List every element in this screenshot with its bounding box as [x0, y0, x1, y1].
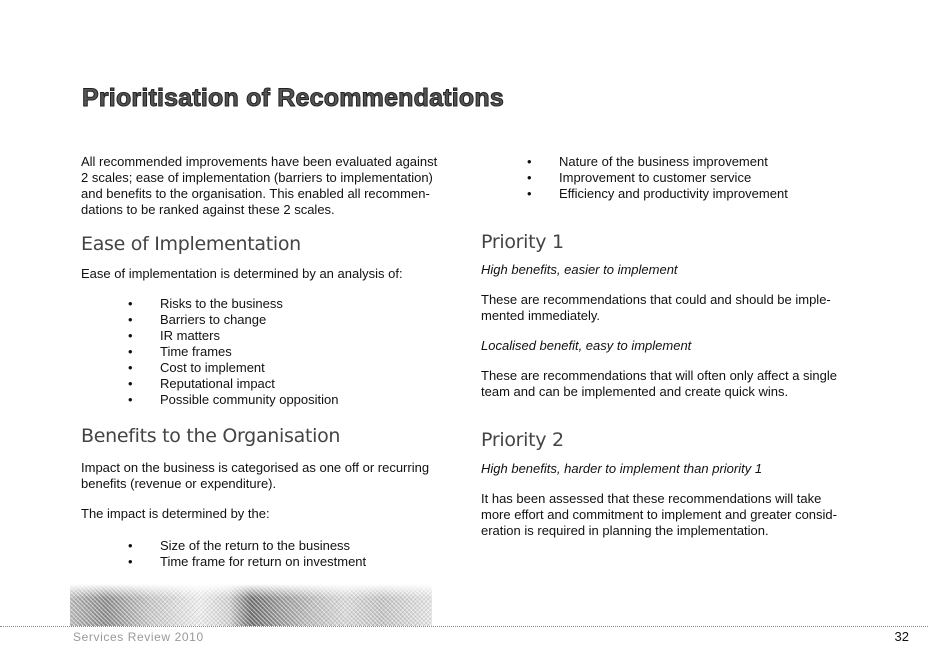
list-item: • Risks to the business — [81, 296, 451, 312]
text-line: benefits (revenue or expenditure). — [81, 476, 277, 491]
priority-2-paragraph — [481, 491, 861, 539]
page-title: Prioritisation of Recommendations — [82, 84, 504, 112]
list-item: • Time frame for return on investment — [81, 554, 451, 570]
priority-1-sub-text: High benefits, easier to implement — [481, 262, 678, 277]
list-item: • Time frames — [81, 344, 451, 360]
ease-factor-list — [81, 296, 451, 408]
text-line: These are recommendations that could and should be imple- — [481, 292, 831, 307]
text-line: It has been assessed that these recommendations will take — [481, 491, 822, 506]
list-item: • Cost to implement — [81, 360, 451, 376]
list-item: • Reputational impact — [81, 376, 451, 392]
list-item: • Nature of the business improvement — [481, 154, 861, 170]
benefits-heading: Benefits to the Organisation — [81, 425, 341, 447]
footer-document-title: Services Review 2010 — [73, 630, 204, 644]
text-line: mented immediately. — [481, 308, 600, 323]
text-line: eration is required in planning the implementation. — [481, 523, 769, 538]
text-line: dations to be ranked against these 2 scales. — [81, 202, 335, 217]
footer-divider — [0, 626, 928, 627]
list-item: • Efficiency and productivity improvement — [481, 186, 861, 202]
priority-1-sub-text-2: Localised benefit, easy to implement — [481, 338, 692, 353]
text-line: All recommended improvements have been evaluated against — [81, 154, 438, 169]
benefits-intro — [81, 460, 451, 492]
footer-photo-strip — [70, 584, 432, 626]
text-line: team and can be implemented and create quick wins. — [481, 384, 789, 399]
left-column — [81, 154, 451, 570]
priority-2-sub-text: High benefits, harder to implement than priority 1 — [481, 461, 763, 476]
ease-heading: Ease of Implementation — [81, 233, 301, 255]
text-line: Impact on the business is categorised as one off or recurring — [81, 460, 430, 475]
right-column — [481, 154, 861, 539]
list-item: • Size of the return to the business — [81, 538, 451, 554]
text-line: 2 scales; ease of implementation (barriers to implementation) — [81, 170, 433, 185]
priority-1-heading: Priority 1 — [481, 231, 564, 253]
priority-1-paragraph-2 — [481, 368, 861, 400]
intro-paragraph — [81, 154, 451, 218]
priority-2-subheading — [481, 461, 861, 477]
priority-1-paragraph — [481, 292, 861, 324]
benefits-factor-list — [81, 538, 451, 570]
page-number: 32 — [894, 629, 909, 644]
list-item: • Possible community opposition — [81, 392, 451, 408]
list-item: • Barriers to change — [81, 312, 451, 328]
priority-1-subheading — [481, 262, 861, 278]
text-line: These are recommendations that will often only affect a single — [481, 368, 838, 383]
benefit-factor-list — [481, 154, 861, 202]
text-line: more effort and commitment to implement and greater consid- — [481, 507, 837, 522]
priority-1-subheading-2 — [481, 338, 861, 354]
benefits-impact-text: The impact is determined by the: — [81, 506, 270, 521]
text-line: and benefits to the organisation. This enabled all recommen- — [81, 186, 430, 201]
photo-strip-fade — [70, 584, 432, 598]
list-item: • IR matters — [81, 328, 451, 344]
priority-2-heading: Priority 2 — [481, 429, 564, 451]
list-item: • Improvement to customer service — [481, 170, 861, 186]
ease-intro: Ease of implementation is determined by an analysis of: — [81, 266, 403, 281]
